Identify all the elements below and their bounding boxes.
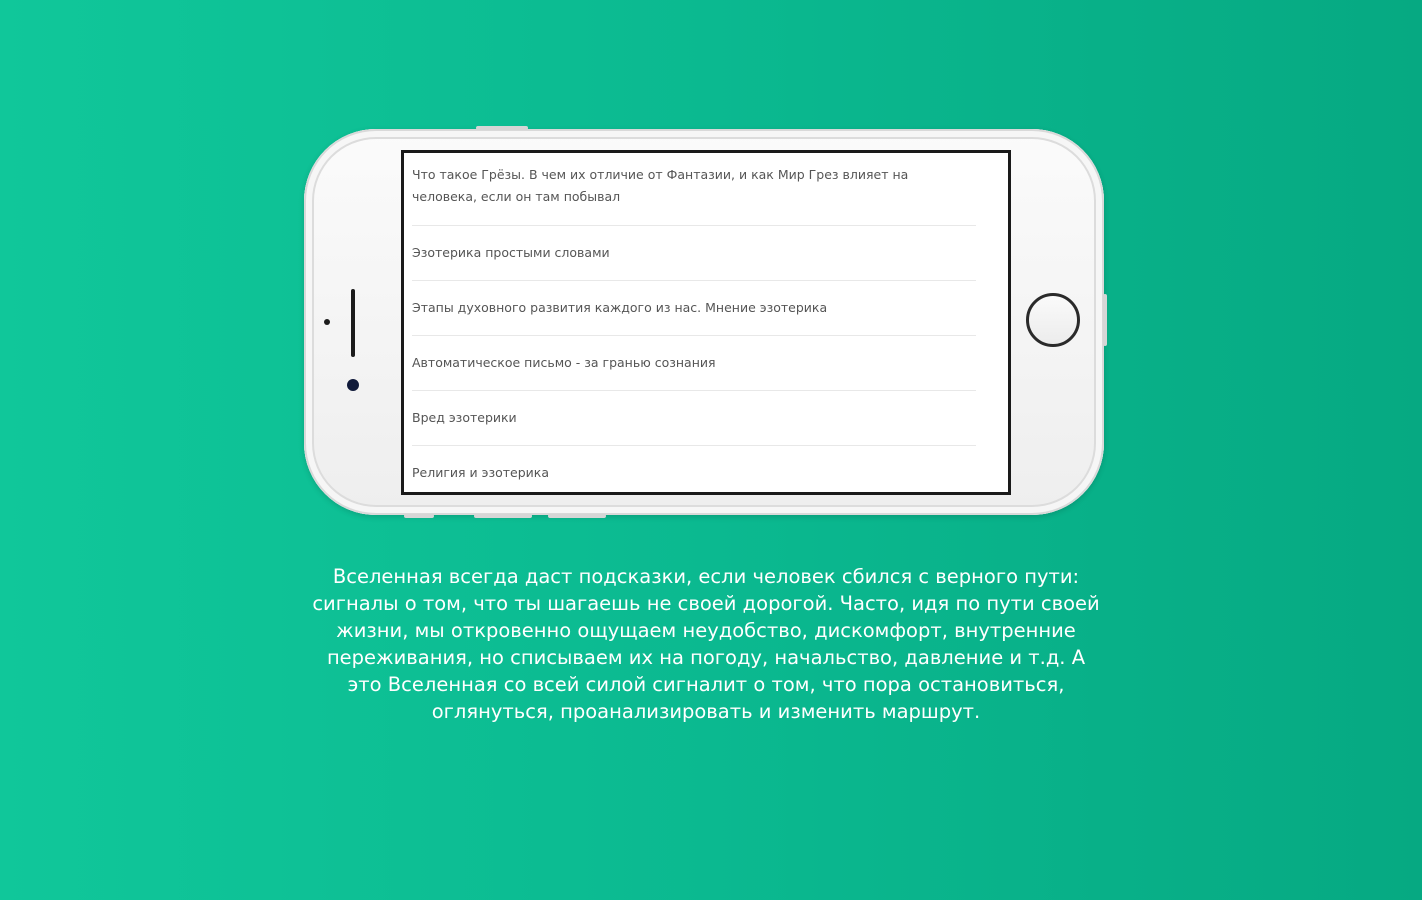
phone-speaker [351, 289, 355, 357]
phone-volume-up-button [474, 514, 532, 518]
phone-sensor-dot [324, 319, 330, 325]
phone-volume-down-button [548, 514, 606, 518]
phone-camera [347, 379, 359, 391]
phone-top-button [476, 126, 528, 130]
phone-screen [401, 150, 1011, 495]
promo-caption: Вселенная всегда даст подсказки, если человек сбился с верного пути: сигналы о том, что ты шагаешь не своей дорогой. Часто, идя по пути своей жизни, мы откровенно ощущаем неудобство, дискомфорт, внутренние переживания, но списываем их на погоду, начальство, давление и т.д. А это Вселенная со всей силой сигналит о том, что пора остановиться, оглянуться, проанализировать и изменить маршрут. [312, 565, 1100, 723]
article-list-item[interactable]: Этапы духовного развития каждого из нас. Мнение эзотерика [412, 281, 976, 336]
article-list-item[interactable]: Что такое Грёзы. В чем их отличие от Фантазии, и как Мир Грез влияет на человека, если он там побывал [412, 153, 976, 226]
article-list-item[interactable]: Эзотерика простыми словами [412, 226, 976, 281]
home-button[interactable] [1026, 293, 1080, 347]
article-list-item[interactable]: Автоматическое письмо - за гранью сознания [412, 336, 976, 391]
article-list-item[interactable]: Вред эзотерики [412, 391, 976, 446]
phone-side-button [404, 514, 434, 518]
phone-mute-switch [1103, 294, 1107, 346]
article-list [404, 153, 1008, 495]
phone-mockup [304, 129, 1104, 515]
article-list-item[interactable]: Религия и эзотерика [412, 465, 550, 480]
